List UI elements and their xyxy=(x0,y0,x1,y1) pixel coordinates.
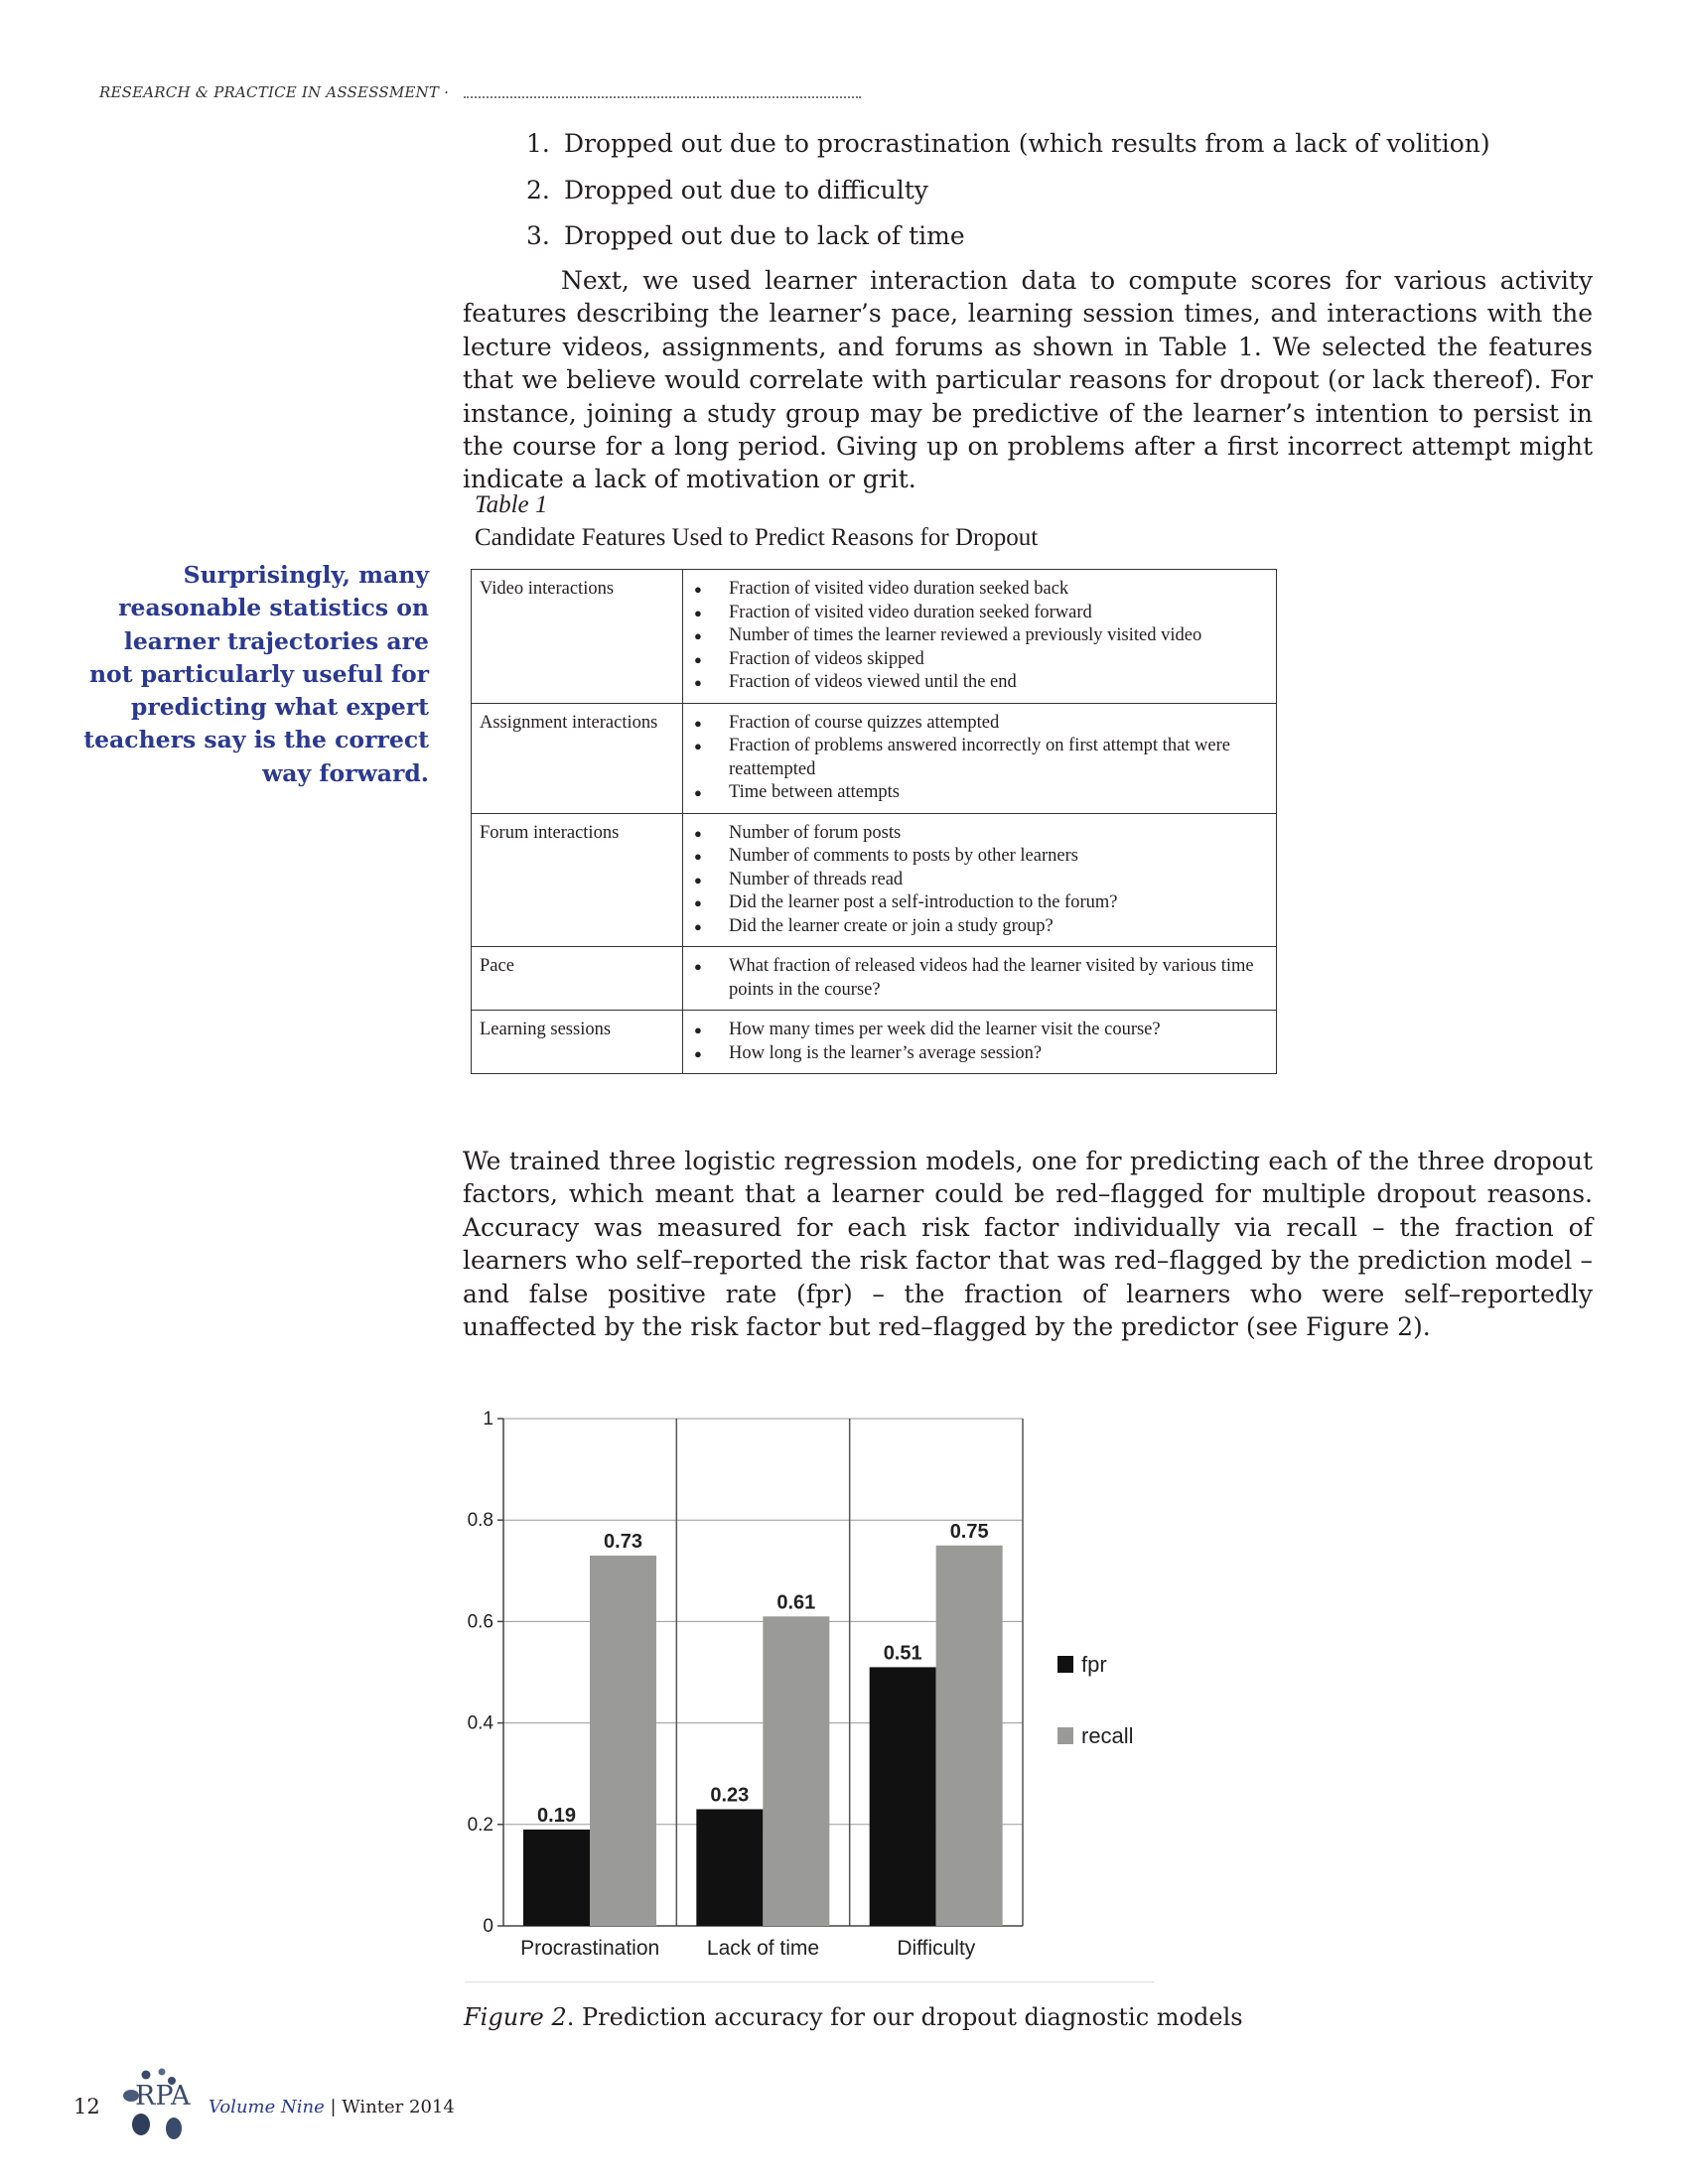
feature-item: ● Did the learner post a self-introduction to the forum? xyxy=(691,891,1268,915)
table-items-cell xyxy=(683,813,1277,947)
table-row xyxy=(472,813,1277,947)
y-tick-label: 0 xyxy=(483,1916,493,1937)
x-category-label: Procrastination xyxy=(520,1937,660,1960)
running-head-separator: · xyxy=(444,83,450,101)
footer-issue xyxy=(209,2097,455,2117)
table-caption xyxy=(475,488,1038,554)
list-item-text: Dropped out due to procrastination (which results from a lack of volition) xyxy=(564,129,1490,158)
feature-item: ● Number of forum posts xyxy=(691,822,1268,846)
table-category-cell: Video interactions xyxy=(472,570,683,704)
body-paragraph-2: We trained three logistic regression models, one for predicting each of the three dropout factors, which meant that a learner could be red–flagged for multiple dropout reasons. Accuracy was measured for each risk factor individually via recall – the fraction of learners who self–reported the risk factor that was red–flagged by the prediction model – and false positive rate (fpr) – the fraction of learners who were self–reportedly unaffected by the risk factor but red–flagged by the predictor (see Figure 2). xyxy=(463,1147,1593,1342)
table-label: Table 1 xyxy=(475,491,548,518)
feature-item: ● Number of comments to posts by other learners xyxy=(691,845,1268,869)
running-head-text: RESEARCH & PRACTICE IN ASSESSMENT xyxy=(99,83,440,101)
chart-svg xyxy=(452,1405,1167,2000)
feature-item: ● Fraction of videos skipped xyxy=(691,648,1268,672)
list-item xyxy=(526,213,1490,260)
bar-fpr xyxy=(870,1667,936,1926)
table-row xyxy=(472,703,1277,813)
features-table xyxy=(471,569,1277,1074)
table-row xyxy=(472,1011,1277,1074)
table-category-cell: Assignment interactions xyxy=(472,703,683,813)
feature-item: ● What fraction of released videos had the learner visited by various time points in the course? xyxy=(691,955,1268,1002)
legend-swatch-fpr xyxy=(1057,1656,1073,1673)
feature-item: ● Fraction of videos viewed until the end xyxy=(691,671,1268,695)
data-label: 0.51 xyxy=(883,1642,922,1665)
list-number: 2. xyxy=(526,175,550,205)
table-category-cell: Pace xyxy=(472,947,683,1011)
rpa-logo xyxy=(119,2067,209,2146)
y-tick-label: 0.2 xyxy=(467,1814,493,1836)
bar-recall xyxy=(936,1546,1003,1926)
figure-caption-text: . Prediction accuracy for our dropout diagnostic models xyxy=(566,2003,1243,2031)
feature-item: ● Did the learner create or join a study group? xyxy=(691,915,1268,939)
feature-item: ● Number of times the learner reviewed a previously visited video xyxy=(691,624,1268,648)
data-label: 0.19 xyxy=(537,1804,576,1827)
feature-item: ● Number of threads read xyxy=(691,869,1268,892)
body-paragraph-1: Next, we used learner interaction data to compute scores for various activity features describing the learner’s pace, learning session times, and interactions with the lecture videos, assignments, and forums as shown in Table 1. We selected the features that we believe would correlate with particular reasons for dropout (or lack thereof). For instance, joining a study group may be predictive of the learner’s intention to persist in the course for a long period. Giving up on problems after a first incorrect attempt might indicate a lack of motivation or grit. xyxy=(463,266,1593,494)
y-tick-label: 0.8 xyxy=(467,1510,493,1532)
y-tick-label: 1 xyxy=(483,1409,493,1430)
x-category-label: Lack of time xyxy=(706,1937,820,1960)
figure-label: Figure 2 xyxy=(464,2003,567,2031)
list-item-text: Dropped out due to difficulty xyxy=(564,175,928,205)
issue-label: Winter 2014 xyxy=(342,2097,455,2117)
page-number: 12 xyxy=(73,2095,100,2118)
list-item xyxy=(526,121,1490,168)
list-item-text: Dropped out due to lack of time xyxy=(564,221,965,250)
feature-item: ● How long is the learner’s average session? xyxy=(691,1042,1268,1066)
table-row xyxy=(472,570,1277,704)
pull-quote: Surprisingly, many reasonable statistics on learner trajectories are not particularly useful for predicting what expert teachers say is the correct way forward. xyxy=(83,561,429,787)
table-category-cell: Learning sessions xyxy=(472,1011,683,1074)
feature-item: ● Time between attempts xyxy=(691,781,1268,805)
prediction-accuracy-chart xyxy=(452,1405,1167,2000)
feature-item: ● Fraction of visited video duration seeked back xyxy=(691,578,1268,602)
running-head xyxy=(99,83,861,101)
data-label: 0.75 xyxy=(949,1520,989,1543)
data-label: 0.73 xyxy=(604,1530,642,1553)
bar-fpr xyxy=(696,1809,763,1926)
running-head-dots xyxy=(464,88,861,98)
table-items-cell xyxy=(683,703,1277,813)
legend-swatch-recall xyxy=(1057,1727,1073,1744)
figure-rule xyxy=(465,1981,1154,1982)
feature-item: ● Fraction of problems answered incorrectly on first attempt that were reattempted xyxy=(691,735,1268,781)
data-label: 0.23 xyxy=(710,1784,750,1807)
volume-label: Volume Nine xyxy=(209,2097,325,2117)
list-number: 1. xyxy=(526,129,550,158)
x-category-label: Difficulty xyxy=(897,1937,976,1960)
table-title: Candidate Features Used to Predict Reasons for Dropout xyxy=(475,524,1039,551)
feature-item: ● How many times per week did the learner visit the course? xyxy=(691,1019,1268,1042)
bar-recall xyxy=(763,1616,829,1926)
table-items-cell xyxy=(683,947,1277,1011)
list-item xyxy=(526,168,1490,214)
dropout-reasons-list xyxy=(526,121,1490,260)
y-tick-label: 0.4 xyxy=(467,1712,493,1734)
feature-item: ● Fraction of visited video duration seeked forward xyxy=(691,602,1268,625)
bar-fpr xyxy=(523,1830,590,1926)
figure-caption xyxy=(464,2003,1243,2031)
footer-separator: | xyxy=(324,2097,343,2117)
table-items-cell xyxy=(683,570,1277,704)
bar-recall xyxy=(590,1556,656,1926)
table-row xyxy=(472,947,1277,1011)
table-category-cell: Forum interactions xyxy=(472,813,683,947)
data-label: 0.61 xyxy=(776,1591,816,1614)
logo-text: RPA xyxy=(135,2081,191,2112)
legend-label: fpr xyxy=(1081,1652,1107,1677)
table-items-cell xyxy=(683,1011,1277,1074)
legend-label: recall xyxy=(1081,1723,1134,1748)
list-number: 3. xyxy=(526,221,550,250)
y-tick-label: 0.6 xyxy=(467,1611,493,1633)
feature-item: ● Fraction of course quizzes attempted xyxy=(691,712,1268,736)
